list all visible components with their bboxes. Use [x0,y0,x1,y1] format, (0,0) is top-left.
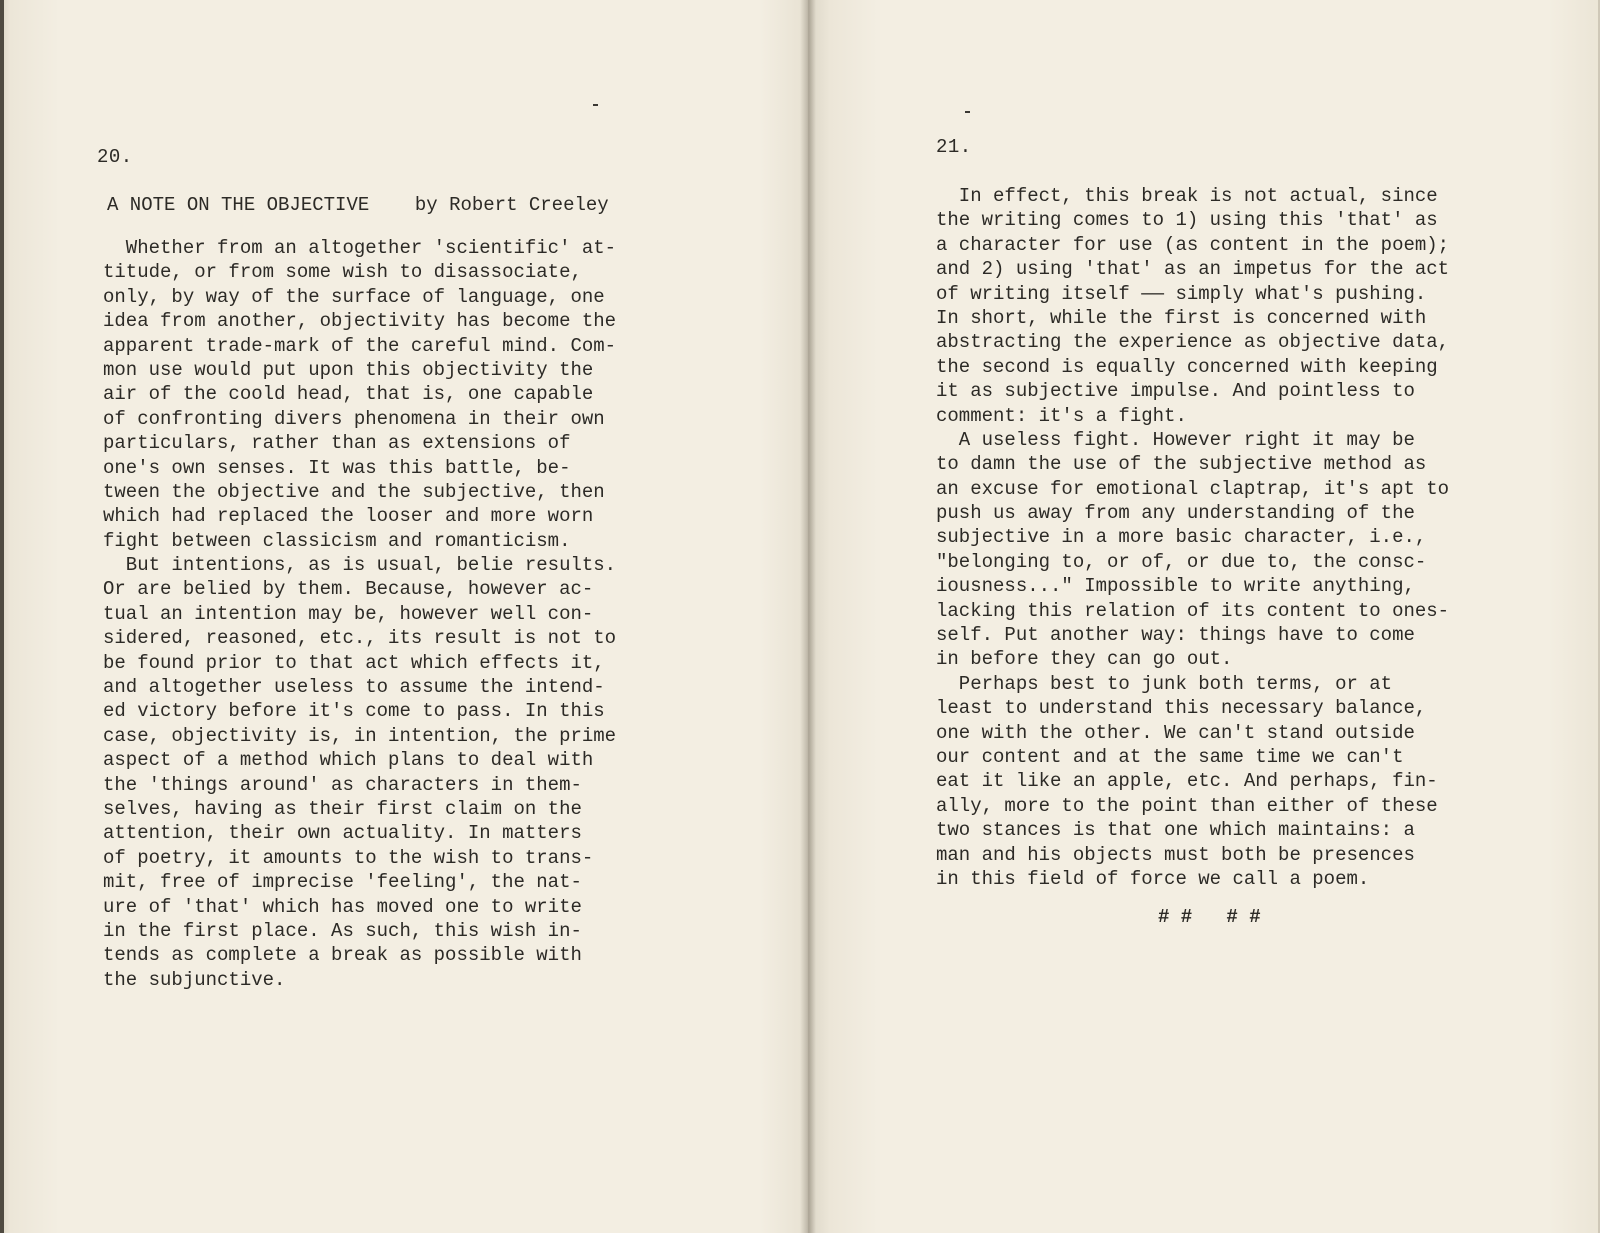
right-page [808,0,1600,1233]
page-mark [593,104,598,106]
text-line: tends as complete a break as possible with [103,944,582,967]
text-line: our content and at the same time we can't [936,745,1404,768]
text-line: the 'things around' as characters in them- [103,773,582,796]
text-line: the subjunctive. [103,968,286,991]
byline: by Robert Creeley [414,194,609,216]
text-line: tual an intention may be, however well con- [103,602,594,625]
book-spine [800,0,816,1233]
text-line: lacking this relation of its content to ones- [936,599,1450,622]
text-line: one with the other. We can't stand outside [936,721,1415,744]
text-line: Or are belied by them. Because, however ac- [103,578,594,601]
text-line: it as subjective impulse. And pointless to [936,380,1415,403]
text-line: which had replaced the looser and more worn [103,505,594,528]
text-line: in before they can go out. [936,648,1233,671]
text-line: "belonging to, or of, or due to, the consc- [936,550,1427,573]
text-line: two stances is that one which maintains: a [936,819,1415,842]
article-title: A NOTE ON THE OBJECTIVE [107,194,370,216]
text-line: a character for use (as content in the poem); [936,233,1450,256]
text-line: Perhaps best to junk both terms, or at [936,672,1393,695]
text-line: least to understand this necessary balance, [936,697,1427,720]
text-line: in the first place. As such, this wish in- [103,919,582,942]
text-line: self. Put another way: things have to come [936,624,1415,647]
page-number: 21. [936,136,972,158]
text-line: But intentions, as is usual, belie results. [103,554,617,577]
article-heading [107,194,609,216]
text-line: A useless fight. However right it may be [936,428,1415,451]
text-line: attention, their own actuality. In matters [103,822,582,845]
text-line: the writing comes to 1) using this 'that' as [936,209,1438,232]
text-line: case, objectivity is, in intention, the prime [103,724,617,747]
text-line: idea from another, objectivity has become the [103,310,617,333]
text-line: of poetry, it amounts to the wish to trans- [103,846,594,869]
text-line: of writing itself —— simply what's pushing. [936,282,1427,305]
text-line: eat it like an apple, etc. And perhaps, fin- [936,770,1438,793]
text-line: ally, more to the point than either of these [936,794,1438,817]
text-line: and 2) using 'that' as an impetus for the act [936,258,1450,281]
text-line: abstracting the experience as objective data, [936,331,1450,354]
text-line: mon use would put upon this objectivity the [103,358,594,381]
text-line: particulars, rather than as extensions of [103,432,571,455]
article-body-left [103,236,616,992]
text-line: In effect, this break is not actual, since [936,185,1438,207]
text-line: comment: it's a fight. [936,404,1187,427]
text-line: push us away from any understanding of the [936,502,1415,525]
text-line: of confronting divers phenomena in their own [103,407,605,430]
text-line: only, by way of the surface of language, one [103,285,605,308]
text-line: to damn the use of the subjective method as [936,453,1427,476]
text-line: the second is equally concerned with keeping [936,355,1438,378]
text-line: fight between classicism and romanticism. [103,529,571,552]
text-line: subjective in a more basic character, i.e., [936,526,1427,549]
text-line: and altogether useless to assume the intend- [103,676,605,699]
text-line: one's own senses. It was this battle, be- [103,456,571,479]
text-line: apparent trade-mark of the careful mind. Com- [103,334,617,357]
article-body-right [936,184,1449,891]
text-line: Whether from an altogether 'scientific' at- [103,237,617,259]
text-line: man and his objects must both be presences [936,843,1415,866]
text-line: mit, free of imprecise 'feeling', the nat- [103,871,582,894]
text-line: titude, or from some wish to disassociate, [103,261,582,284]
text-line: aspect of a method which plans to deal with [103,749,594,772]
section-end-marks: # # # # [1158,906,1261,928]
text-line: ure of 'that' which has moved one to write [103,895,582,918]
text-line: sidered, reasoned, etc., its result is not to [103,627,617,650]
text-line: ed victory before it's come to pass. In this [103,700,605,723]
book-left-edge [0,0,4,1233]
page-number: 20. [97,146,133,168]
text-line: be found prior to that act which effects it, [103,651,605,674]
text-line: air of the coold head, that is, one capable [103,383,594,406]
text-line: iousness..." Impossible to write anything, [936,575,1415,598]
text-line: selves, having as their first claim on the [103,797,582,820]
text-line: an excuse for emotional claptrap, it's apt to [936,477,1450,500]
text-line: tween the objective and the subjective, then [103,480,605,503]
page-mark [965,111,970,113]
text-line: In short, while the first is concerned with [936,306,1427,329]
text-line: in this field of force we call a poem. [936,867,1370,890]
